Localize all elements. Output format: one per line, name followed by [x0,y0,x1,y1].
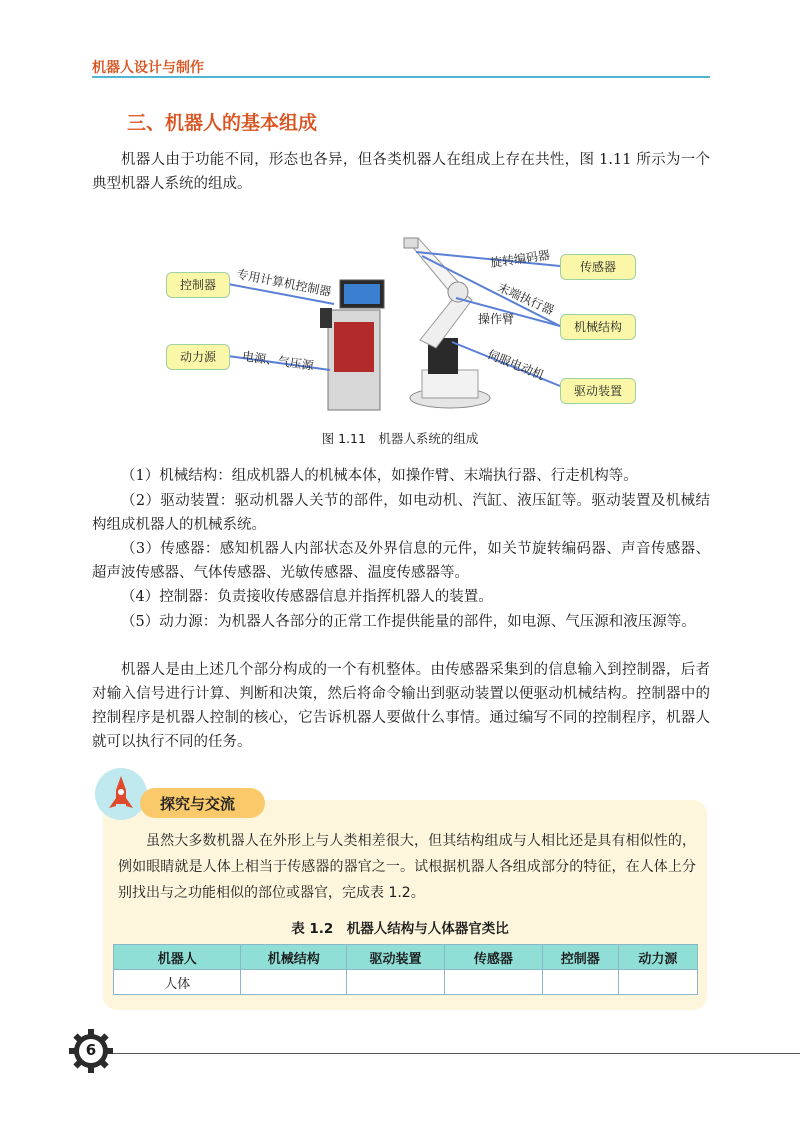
annotation-servo: 伺服电动机 [485,347,547,383]
table-header-row [114,945,698,970]
annotation-supply: 电源、气压源 [241,349,315,373]
summary-paragraph: 机器人是由上述几个部分构成的一个有机整体。由传感器采集到的信息输入到控制器，后者对输入信号进行计算、判断和决策，然后将命令输出到驱动装置以便驱动机械结构。控制器中的控制程序是机器人控制的核心，它告诉机器人要做什么事情。通过编写不同的控制程序，机器人就可以执行不同的任务。 [92,662,710,750]
robot-system-figure [160,230,640,420]
label-controller: 控制器 [166,272,230,298]
page-number: 6 [85,1041,97,1059]
table-header: 动力源 [618,945,697,970]
table-cell[interactable] [542,970,618,995]
item-drive: （2）驱动装置：驱动机器人关节的部件，如电动机、汽缸、液压缸等。驱动装置及机械结构组成机器人的机械系统。 [92,493,710,533]
table-cell[interactable] [241,970,347,995]
footer-rule [104,1053,800,1054]
table-header: 驱动装置 [347,945,445,970]
table-cell[interactable] [618,970,697,995]
item-power: （5）动力源：为机器人各部分的正常工作提供能量的部件，如电源、气压源和液压源等。 [121,614,696,630]
annotation-arm: 操作臂 [478,312,515,326]
table-title: 表 1.2 机器人结构与人体器官类比 [291,921,509,937]
label-power: 动力源 [166,344,230,370]
table-cell[interactable] [347,970,445,995]
label-sensor: 传感器 [560,254,636,280]
label-drive: 驱动装置 [560,378,636,404]
table-header: 传感器 [444,945,542,970]
header-rule [92,76,710,78]
label-mechanism: 机械结构 [560,314,636,340]
table-cell[interactable] [444,970,542,995]
table-header: 机械结构 [241,945,347,970]
table-header: 机器人 [114,945,241,970]
section-title: 三、机器人的基本组成 [127,112,318,134]
explore-text: 虽然大多数机器人在外形上与人类相差很大，但其结构组成与人相比还是具有相似性的，例如眼睛就是人体上相当于传感器的器官之一。试根据机器人各组成部分的特征，在人体上分别找出与之功能相似的部位或器官，完成表 1.2。 [118,833,696,901]
figure-caption: 图 1.11 机器人系统的组成 [321,431,479,446]
explore-title: 探究与交流 [160,795,236,813]
annotation-computer: 专用计算机控制器 [235,266,333,300]
item-mechanism: （1）机械结构：组成机器人的机械本体，如操作臂、末端执行器、行走机构等。 [121,468,638,484]
intro-paragraph: 机器人由于功能不同，形态也各异，但各类机器人在组成上存在共性，图 1.11 所示为一个典型机器人系统的组成。 [92,152,710,192]
running-header: 机器人设计与制作 [92,60,204,76]
table-row [114,970,698,995]
row-label: 人体 [114,970,241,995]
comparison-table [113,944,698,995]
annotation-effector: 末端执行器 [495,280,557,318]
rocket-icon [95,768,147,820]
item-controller: （4）控制器：负责接收传感器信息并指挥机器人的装置。 [121,589,493,605]
annotation-encoder: 旋转编码器 [489,247,551,271]
table-header: 控制器 [542,945,618,970]
item-sensor: （3）传感器：感知机器人内部状态及外界信息的元件，如关节旋转编码器、声音传感器、超声波传感器、气体传感器、光敏传感器、温度传感器等。 [92,541,710,581]
